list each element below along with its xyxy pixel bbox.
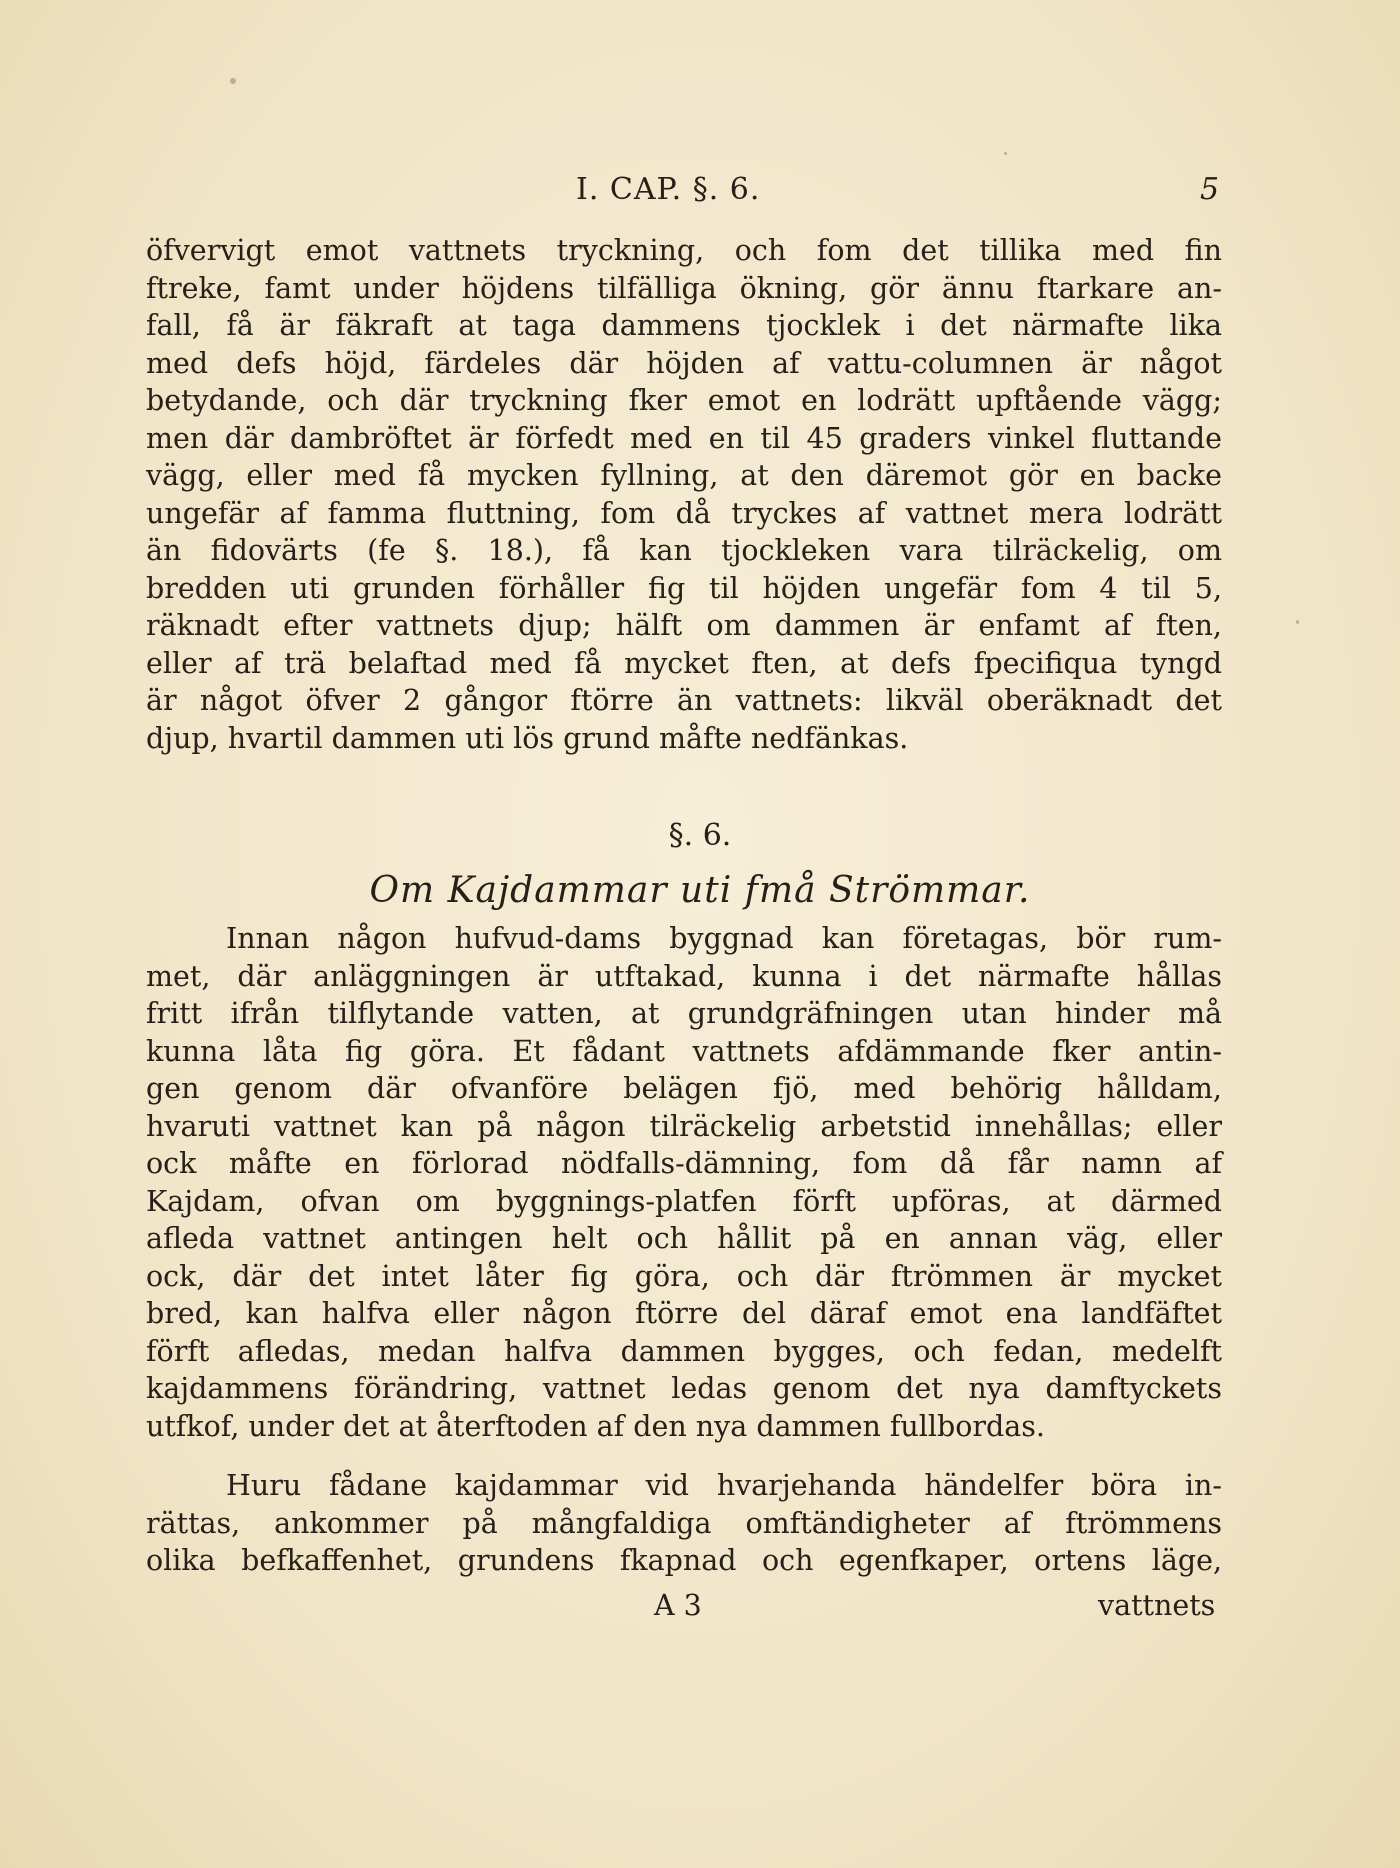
running-head-title: I. CAP. §. 6. (576, 172, 761, 207)
paper-speck (1296, 620, 1299, 624)
text-line: men där dambröftet är förfedt med en til 45 graders vinkel fluttande (146, 421, 1222, 455)
text-line: fritt ifrån tilflytande vatten, at grundgräfningen utan hinder må (146, 997, 1222, 1030)
text-line: öfvervigt emot vattnets tryckning, och fom det tillika med fin (146, 234, 1222, 267)
page-footer (0, 1584, 1400, 1628)
text-line: afleda vattnet antingen helt och hållit på en annan väg, eller (146, 1222, 1222, 1255)
text-line: rättas, ankommer på mångfaldiga omftändigheter af ftrömmens (146, 1506, 1222, 1540)
text-line: eller af trä belaftad med få mycket ften, at defs fpecifiqua tyngd (146, 646, 1222, 680)
paper-speck (1004, 152, 1007, 155)
section-number: §. 6. (668, 818, 732, 853)
text-line: ock måfte en förlorad nödfalls-dämning, fom då får namn af (146, 1147, 1222, 1180)
text-line: Kajdam, ofvan om byggnings-platfen förft upföras, at därmed (146, 1184, 1222, 1218)
text-line: met, där anläggningen är utftakad, kunna i det närmafte hållas (146, 959, 1222, 993)
text-line: olika befkaffenhet, grundens fkapnad och egenfkaper, ortens läge, (146, 1544, 1222, 1577)
text-line: gen genom där ofvanföre belägen fjö, med behörig hålldam, (146, 1072, 1222, 1105)
text-line: kunna låta fig göra. Et fådant vattnets afdämmande fker antin- (146, 1034, 1222, 1068)
section-title: Om Kajdammar uti fmå Strömmar. (369, 870, 1031, 911)
text-line: är något öfver 2 gångor ftörre än vattnets: likväl oberäknadt det (146, 684, 1222, 717)
running-head (0, 168, 1400, 212)
text-line: Huru fådane kajdammar vid hvarjehanda händelfer böra in- (226, 1469, 1222, 1502)
text-line: hvaruti vattnet kan på någon tilräckelig arbetstid innehållas; eller (146, 1109, 1222, 1143)
text-line: förft afledas, medan halfva dammen bygges, och fedan, medelft (146, 1334, 1222, 1368)
text-line: än fidovärts (fe §. 18.), få kan tjockleken vara tilräckelig, om (146, 534, 1222, 567)
text-line: Innan någon hufvud-dams byggnad kan företagas, bör rum- (226, 922, 1222, 955)
text-line: ungefär af famma fluttning, fom då tryckes af vattnet mera lodrätt (146, 496, 1222, 530)
paragraph-2 (146, 920, 1222, 1445)
text-line: bredden uti grunden förhåller fig til höjden ungefär fom 4 til 5, (146, 571, 1222, 605)
text-line: ock, där det intet låter fig göra, och där ftrömmen är mycket (146, 1259, 1222, 1293)
text-line: vägg, eller med få mycken fyllning, at den däremot gör en backe (146, 459, 1222, 492)
text-line: djup, hvartil dammen uti lös grund måfte nedfänkas. (146, 721, 909, 755)
text-line: bred, kan halfva eller någon ftörre del däraf emot ena landfäftet (146, 1297, 1222, 1330)
catchword: vattnets (1098, 1589, 1216, 1622)
text-line: betydande, och där tryckning fker emot en lodrätt upftående vägg; (146, 384, 1222, 417)
text-line: med defs höjd, färdeles där höjden af vattu-columnen är något (146, 346, 1222, 380)
paragraph-1 (146, 232, 1222, 757)
page-number: 5 (1200, 172, 1220, 207)
text-line: räknadt efter vattnets djup; hälft om dammen är enfamt af ften, (146, 609, 1222, 642)
signature-mark: A 3 (654, 1589, 702, 1622)
text-line: fall, få är fäkraft at taga dammens tjocklek i det närmafte lika (146, 309, 1222, 342)
paper-speck (230, 78, 236, 84)
text-line: ftreke, famt under höjdens tilfälliga ökning, gör ännu ftarkare an- (146, 271, 1222, 305)
paragraph-3 (146, 1467, 1222, 1580)
text-line: utfkof, under det at återftoden af den nya dammen fullbordas. (146, 1409, 1045, 1443)
text-line: kajdammens förändring, vattnet ledas genom det nya damftyckets (146, 1372, 1222, 1405)
